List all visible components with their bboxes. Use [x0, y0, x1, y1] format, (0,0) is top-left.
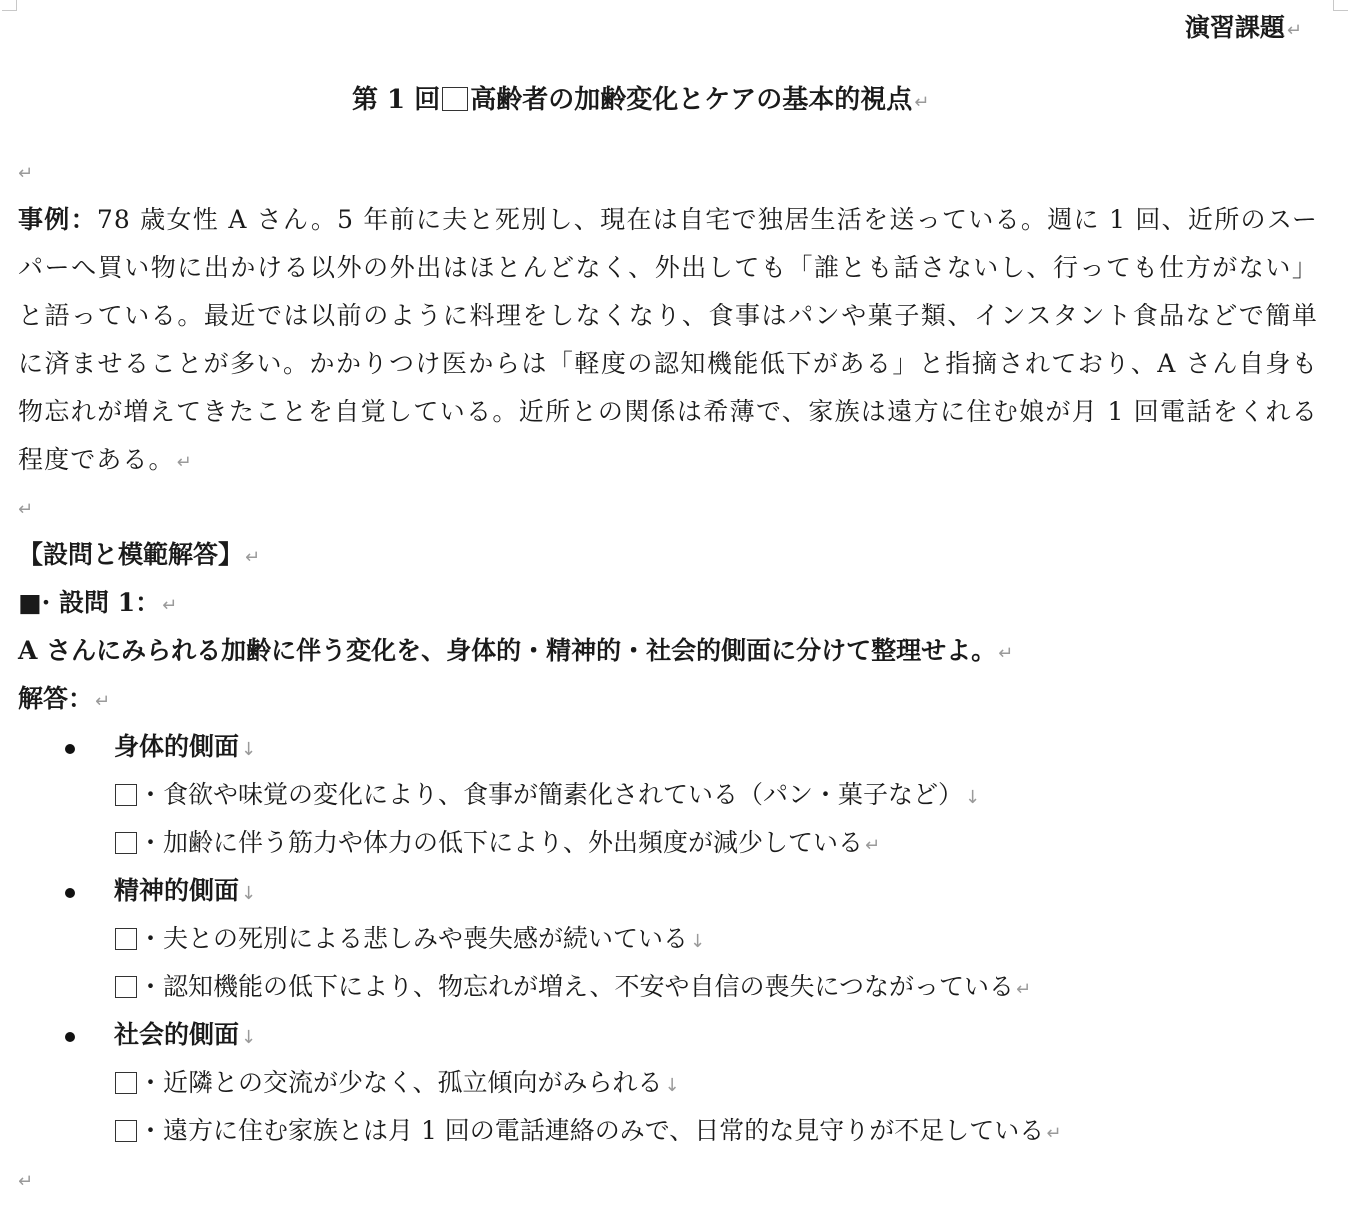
crop-mark-left — [2, 0, 17, 11]
answer-item: ・加齢に伴う筋力や体力の低下により、外出頻度が減少している ↵ — [114, 819, 880, 867]
bullet-dot — [65, 888, 75, 898]
box-glyph — [442, 87, 468, 111]
answer-item: ・認知機能の低下により、物忘れが増え、不安や自信の喪失につながっている ↵ — [114, 963, 1031, 1011]
exercise-label: 演習課題 ↵ — [1184, 13, 1302, 42]
checkbox-glyph — [115, 784, 137, 806]
answer-heading-physical: 身体的側面 ↓ — [114, 732, 257, 761]
answer-heading-social: 社会的側面 ↓ — [114, 1020, 257, 1049]
checkbox-glyph — [115, 1072, 137, 1094]
question-text: A さんにみられる加齢に伴う変化を、身体的・精神的・社会的側面に分けて整理せよ。 ↵ — [18, 636, 1014, 665]
answer-heading-mental: 精神的側面 ↓ — [114, 876, 257, 905]
page-title: 第 1 回 高齢者の加齢変化とケアの基本的視点 ↵ — [352, 85, 930, 115]
answer-item: ・食欲や味覚の変化により、食事が簡素化されている（パン・菓子など） ↓ — [114, 771, 980, 819]
answer-item: ・近隣との交流が少なく、孤立傾向がみられる ↓ — [114, 1059, 680, 1107]
checkbox-glyph — [115, 976, 137, 998]
question-label: ■· 設問 1： ↵ — [18, 588, 178, 617]
empty-paragraph: ↵ — [18, 1171, 34, 1192]
section-heading: 【設問と模範解答】 ↵ — [18, 540, 261, 569]
bullet-dot — [65, 744, 75, 754]
crop-mark-right — [1333, 0, 1348, 11]
checkbox-glyph — [115, 928, 137, 950]
checkbox-glyph — [115, 1120, 137, 1142]
empty-paragraph: ↵ — [18, 499, 34, 520]
case-paragraph: 事例：78 歳女性 A さん。5 年前に夫と死別し、現在は自宅で独居生活を送っている。週に 1 回、近所のスーパーへ買い物に出かける以外の外出はほとんどなく、外出しても「誰とも話さないし、行っても仕方がない」と語っている。最近では以前のように料理をしなくなり、食事はパンや菓子類、インスタント食品などで簡単に済ませることが多い。かかりつけ医からは「軽度の認知機能低下がある」と指摘されており、A さん自身も物忘れが増えてきたことを自覚している。近所との関係は希薄で、家族は遠方に住む娘が月 1 回電話をくれる程度である。 ↵ — [18, 205, 1318, 474]
bullet-dot — [65, 1032, 75, 1042]
answer-item: ・夫との死別による悲しみや喪失感が続いている ↓ — [114, 915, 705, 963]
answer-item: ・遠方に住む家族とは月 1 回の電話連絡のみで、日常的な見守りが不足している ↵ — [114, 1107, 1061, 1155]
checkbox-glyph — [115, 832, 137, 854]
answer-label: 解答： ↵ — [18, 684, 111, 713]
empty-paragraph: ↵ — [18, 163, 34, 184]
